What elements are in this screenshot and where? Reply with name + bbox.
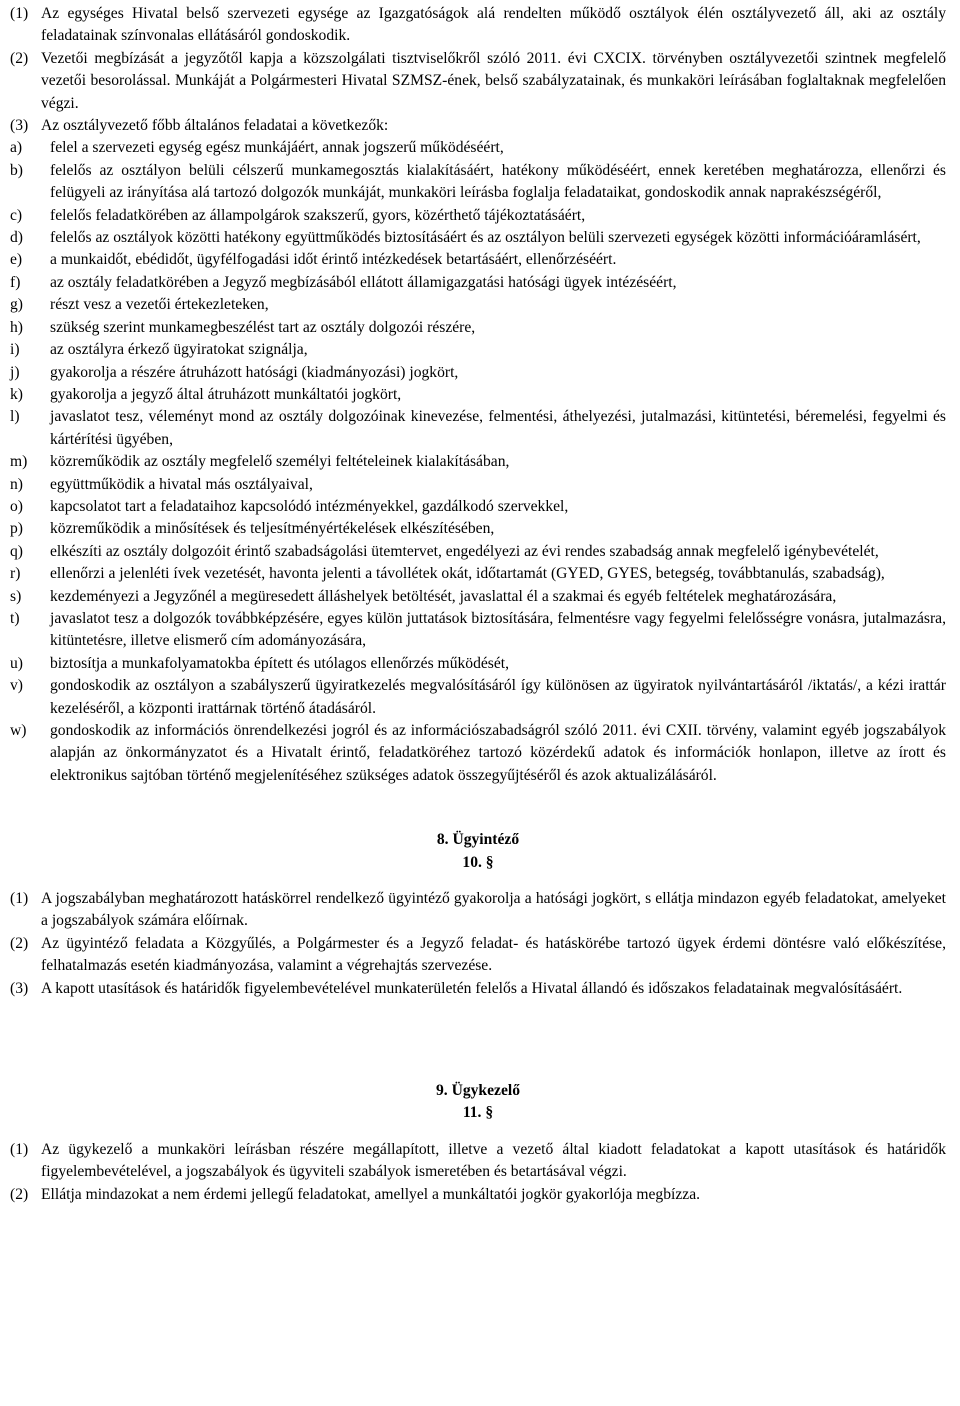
list-item bbox=[10, 227, 946, 249]
section-8-paragraph-title: 10. § bbox=[462, 853, 494, 871]
list-letter: n) bbox=[10, 475, 23, 493]
list-letter: i) bbox=[10, 341, 20, 359]
list-item bbox=[10, 653, 946, 675]
list-item bbox=[10, 474, 946, 496]
list-text: gondoskodik az osztályon a szabályszerű ügyiratkezelés megvalósításáról így különösen az ügyiratok nyilvántartásáról /iktatás/, a kézi irattár kezeléséről, a központi irattárnak történő átadásáról. bbox=[50, 677, 946, 717]
paragraph-number: (1) bbox=[10, 890, 29, 908]
list-letter: b) bbox=[10, 161, 23, 179]
list-text: kapcsolatot tart a feladataihoz kapcsolódó intézményekkel, gazdálkodó szervekkel, bbox=[50, 497, 569, 515]
section-9-paragraph-1 bbox=[10, 1139, 946, 1184]
list-text: javaslatot tesz a dolgozók továbbképzésére, egyes külön juttatások biztosítására, felmentésre vagy fegyelmi felelősségre vonásra, jutalmazásra, kitüntetésre, illetve elismerő cím adományozására, bbox=[50, 609, 946, 650]
paragraph-text: A jogszabályban meghatározott hatáskörrel rendelkező ügyintéző gyakorolja a hatósági jogkört, s ellátja mindazon egyéb feladatokat, amelyeket a jogszabályok számára előírnak. bbox=[41, 890, 946, 930]
paragraph-text: Az egységes Hivatal belső szervezeti egysége az Igazgatóságok alá rendelten működő osztályok élén osztályvezető áll, aki az osztály feladatainak színvonalas ellátásáról gondoskodik. bbox=[41, 5, 946, 45]
list-item bbox=[10, 541, 946, 563]
list-text: részt vesz a vezetői értekezleteken, bbox=[50, 296, 269, 314]
list-text: biztosítja a munkafolyamatokba épített és utólagos ellenőrzés működését, bbox=[50, 654, 510, 672]
section-9-title: 9. Ügykezelő bbox=[435, 1082, 520, 1100]
list-item bbox=[10, 518, 946, 540]
list-text: együttműködik a hivatal más osztályaival, bbox=[50, 475, 313, 493]
list-letter: w) bbox=[10, 722, 27, 739]
paragraph-number: (1) bbox=[10, 5, 29, 22]
list-item bbox=[10, 451, 946, 473]
list-text: felel a szervezeti egység egész munkájáért, annak jogszerű működéséért, bbox=[50, 139, 504, 157]
list-item bbox=[10, 406, 946, 451]
paragraph-text: A kapott utasítások és határidők figyelembevételével munkaterületén felelős a Hivatal állandó és időszakos feladatainak megvalósításáért. bbox=[41, 979, 903, 997]
list-letter: h) bbox=[10, 318, 23, 336]
list-letter: e) bbox=[10, 251, 23, 269]
paragraph-number: (2) bbox=[10, 934, 29, 952]
list-letter: q) bbox=[10, 542, 23, 560]
list-letter: g) bbox=[10, 296, 23, 314]
paragraph-text: Az osztályvezető főbb általános feladatai a következők: bbox=[41, 117, 389, 135]
paragraph-text: Az ügyintéző feladata a Közgyűlés, a Polgármester és a Jegyző feladat- és hatáskörébe tartozó ügyek érdemi döntésre való előkészítése, felhatalmazás esetén kiadmányozása, valamint a végrehajtás szervezése. bbox=[41, 934, 946, 975]
list-item bbox=[10, 496, 946, 518]
intro-paragraph-3 bbox=[10, 115, 946, 137]
list-letter: c) bbox=[10, 206, 23, 224]
list-letter: a) bbox=[10, 139, 23, 157]
list-letter: p) bbox=[10, 520, 23, 538]
list-item bbox=[10, 205, 946, 227]
section-8-title: 8. Ügyintéző bbox=[436, 831, 520, 849]
intro-paragraph-2 bbox=[10, 48, 946, 115]
list-letter: s) bbox=[10, 587, 22, 605]
list-text: kezdeményezi a Jegyzőnél a megüresedett álláshelyek betöltését, javaslattal él a szakmai és egyéb feltételek meghatározására, bbox=[50, 587, 837, 605]
section-8-paragraph-2 bbox=[10, 933, 946, 978]
paragraph-text: Ellátja mindazokat a nem érdemi jellegű feladatokat, amellyel a munkáltatói jogkör gyakorlója megbízza. bbox=[41, 1185, 701, 1203]
list-text: szükség szerint munkamegbeszélést tart az osztály dolgozói részére, bbox=[50, 318, 476, 336]
section-8-paragraph-3 bbox=[10, 978, 946, 1000]
list-text: a munkaidőt, ebédidőt, ügyfélfogadási időt érintő intézkedések betartásáért, ellenőrzéséért. bbox=[50, 251, 617, 269]
paragraph-number: (2) bbox=[10, 1185, 29, 1203]
list-item bbox=[10, 339, 946, 361]
list-text: az osztály feladatkörében a Jegyző megbízásából ellátott államigazgatási hatósági ügyek intézéséért, bbox=[50, 273, 677, 291]
list-item bbox=[10, 362, 946, 384]
paragraph-number: (3) bbox=[10, 979, 29, 997]
duties-list bbox=[10, 137, 946, 787]
list-letter: o) bbox=[10, 497, 23, 515]
list-text: gyakorolja a jegyző által átruházott munkáltatói jogkört, bbox=[50, 385, 402, 403]
list-item bbox=[10, 137, 946, 159]
section-9-paragraph-2 bbox=[10, 1184, 946, 1206]
list-item bbox=[10, 563, 946, 585]
list-letter: j) bbox=[10, 363, 20, 381]
list-text: az osztályra érkező ügyiratokat szignálja, bbox=[50, 341, 308, 359]
list-letter: v) bbox=[10, 677, 23, 695]
list-letter: r) bbox=[10, 565, 21, 583]
list-text: felelős az osztályon belüli célszerű munkamegosztás kialakításáért, hatékony működéséért, ennek keretében meghatározza, ellenőrzi és felügyeli az irányítása alá tartozó dolgozók munkáját, munkaköri leírásba foglalja feladataikat, gondoskodik annak naprakészségéről, bbox=[50, 161, 946, 202]
list-letter: l) bbox=[10, 408, 20, 426]
list-letter: u) bbox=[10, 654, 23, 672]
list-letter: t) bbox=[10, 609, 20, 627]
section-9-paragraph-title: 11. § bbox=[462, 1104, 494, 1122]
list-text: felelős az osztályok közötti hatékony együttműködés biztosításáért és az osztályon belüli szervezeti egységek közötti információáramlásért, bbox=[50, 229, 921, 247]
list-text: ellenőrzi a jelenléti ívek vezetését, havonta jelenti a távollétek okát, időtartamát (GYED, GYES, betegség, továbbtanulás, szabadság), bbox=[50, 565, 885, 583]
list-letter: k) bbox=[10, 385, 23, 403]
paragraph-number: (2) bbox=[10, 49, 29, 67]
list-letter: m) bbox=[10, 453, 28, 471]
list-item bbox=[10, 272, 946, 294]
paragraph-text: Vezetői megbízását a jegyzőtől kapja a közszolgálati tisztviselőkről szóló 2011. évi CXCIX. törvényben osztályvezetői szintnek megfelelő vezetői besorolással. Munkáját a Polgármesteri Hivatal SZMSZ-ének, belső szabályzatainak, és munkaköri leírásában foglaltaknak megfelelően végzi. bbox=[41, 49, 946, 112]
list-item bbox=[10, 294, 946, 316]
list-item bbox=[10, 249, 946, 271]
list-item bbox=[10, 586, 946, 608]
list-text: felelős feladatkörében az állampolgárok szakszerű, gyors, közérthető tájékoztatásáért, bbox=[50, 206, 586, 224]
list-text: közreműködik az osztály megfelelő személyi feltételeinek kialakításában, bbox=[50, 453, 510, 471]
section-8-paragraph-1 bbox=[10, 888, 946, 933]
list-item bbox=[10, 608, 946, 653]
list-item bbox=[10, 675, 946, 720]
list-item bbox=[10, 720, 946, 787]
list-text: elkészíti az osztály dolgozóit érintő szabadságolási ütemtervet, engedélyezi az évi rendes szabadság annak megfelelő igénybevételét, bbox=[50, 542, 879, 560]
list-text: gyakorolja a részére átruházott hatósági (kiadmányozási) jogkört, bbox=[50, 363, 459, 381]
list-item bbox=[10, 384, 946, 406]
list-letter: f) bbox=[10, 273, 21, 291]
list-item bbox=[10, 317, 946, 339]
paragraph-number: (3) bbox=[10, 117, 29, 135]
list-item bbox=[10, 160, 946, 205]
list-text: gondoskodik az információs önrendelkezési jogról és az információszabadságról szóló 2011. évi CXII. törvény, valamint egyéb jogszabályok alapján az önkormányzatot és a Hivatalt érintő, feladatköréhez tartozó közérdekű adatok és információk honlapon, illetve az írott és elektronikus sajtóban történő megjelenítéséhez szükséges adatok összegyűjtéséről és azok aktualizálásáról. bbox=[50, 722, 946, 784]
list-text: közreműködik a minősítések és teljesítményértékelések elkészítésében, bbox=[50, 520, 495, 538]
list-letter: d) bbox=[10, 229, 23, 247]
paragraph-text: Az ügykezelő a munkaköri leírásban részére megállapított, illetve a vezető által kiadott feladatokat a kapott utasítások és határidők figyelembevételével, a jogszabályok és ügyviteli szabályok ismeretében és betartásával végzi. bbox=[41, 1140, 946, 1181]
intro-paragraph-1 bbox=[10, 3, 946, 48]
paragraph-number: (1) bbox=[10, 1140, 29, 1158]
list-text: javaslatot tesz, véleményt mond az osztály dolgozóinak kinevezése, felmentési, áthelyezési, jutalmazási, kitüntetési, béremelési, fegyelmi és kártérítési ügyében, bbox=[50, 408, 946, 448]
